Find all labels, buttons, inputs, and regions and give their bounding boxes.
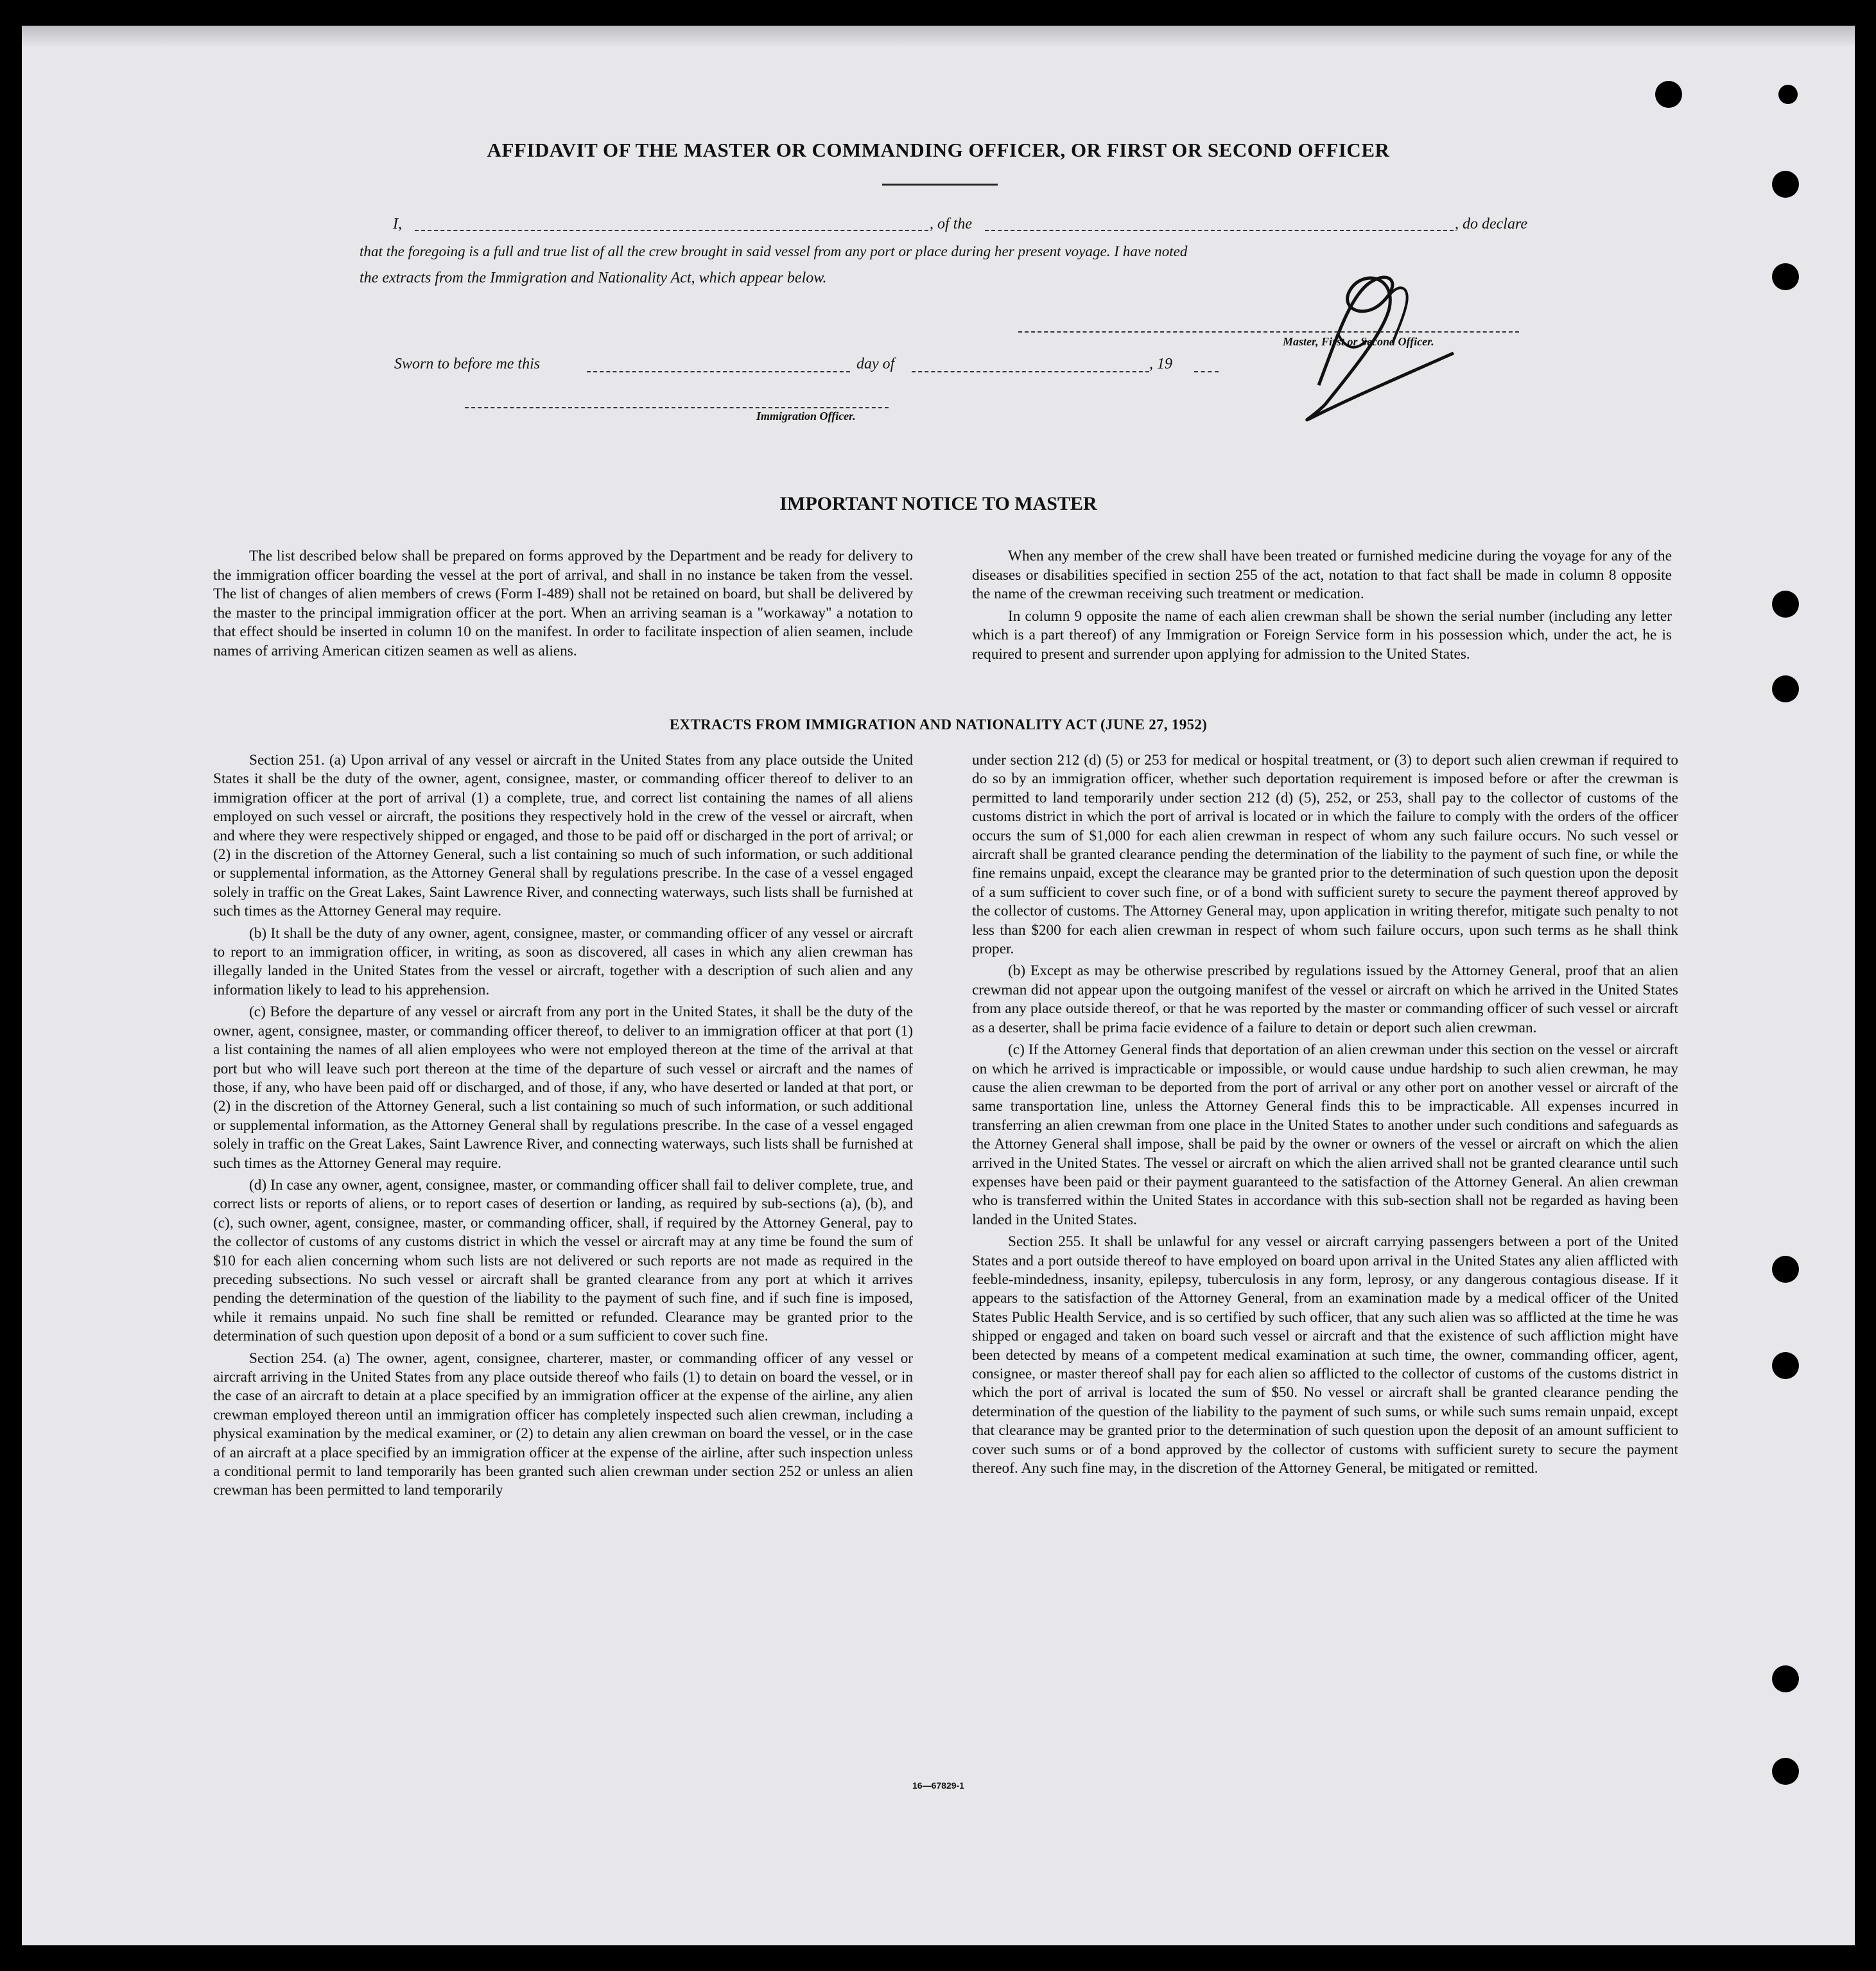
section-251-d: (d) In case any owner, agent, consignee, master, or commanding officer shall fail to deliver complete, true, and correct lists or reports of aliens, or to report cases of desertion or landing, as required by sub-sections (a), (b), and (c), such owner, agent, consignee, master, or commanding officer, shall, if required by the Attorney General, pay to the collector of customs of any customs district in which the vessel or aircraft may at any time be found the sum of $10 for each alien concerning whom such lists are not delivered or such reports are not made as required in the preceding subsections. No such vessel or aircraft shall be granted clearance from any port at which it arrives pending the determination of the question of the liability to the payment of such fine, and if such fine is imposed, while it remains unpaid. No such fine shall be remitted or refunded. Clearance may be granted prior to the determination of such question upon deposit of a bond or a sum sufficient to cover such fine.: [213, 1176, 913, 1345]
declarant-name-field[interactable]: [415, 230, 928, 231]
section-251-c: (c) Before the departure of any vessel or aircraft from any port in the United States, it shall be the duty of the owner, agent, consignee, master, or commanding officer thereof, to deliver to an immigration officer at that port (1) a list containing the names of all alien employees who were not employed thereon at the time of the arrival at that port but who will leave such port thereon at the time of the departure of such vessel or aircraft and the names of those, if any, who have been paid off or discharged, and of those, if any, who have deserted or landed at that port, or (2) in the discretion of the Attorney General, such a list containing so much of such information, or such additional or supplemental information, as the Attorney General shall by regulations prescribe. In the case of a vessel engaged solely in traffic on the Great Lakes, Saint Lawrence River, and connecting waterways, such lists shall be furnished at such times as the Attorney General may require.: [213, 1003, 913, 1172]
master-caption: Master, First or Second Officer.: [1283, 335, 1434, 348]
extracts-right-column: [972, 751, 1678, 1481]
affidavit-statement-line2: the extracts from the Immigration and Nationality Act, which appear below.: [360, 270, 827, 286]
binder-hole-icon: [1772, 675, 1799, 702]
section-254-a: Section 254. (a) The owner, agent, consignee, charterer, master, or commanding officer of any vessel or aircraft arriving in the United States from any place outside thereof who fails (1) to detain on board the vessel, or in the case of an aircraft to detain at a place specified by an immigration officer at the expense of the airline, any alien crewman employed thereon until an immigration officer has completely inspected such alien crewman, including a physical examination by the medical examiner, or (2) to detain any alien crewman on board the vessel, or in the case of an aircraft at a place specified by an immigration officer at the expense of the airline, after such inspection unless a conditional permit to land temporarily has been granted such alien crewman under section 252 or unless an alien crewman has been permitted to land temporarily: [213, 1350, 913, 1499]
declarant-label: I,: [393, 216, 402, 232]
binder-hole-icon: [1772, 1352, 1799, 1379]
declare-label: , do declare: [1455, 216, 1528, 232]
affidavit-title: AFFIDAVIT OF THE MASTER OR COMMANDING OFFICER, OR FIRST OR SECOND OFFICER: [487, 139, 1390, 161]
title-underline: [882, 184, 998, 186]
vessel-label: , of the: [930, 216, 972, 232]
section-255: Section 255. It shall be unlawful for any vessel or aircraft carrying passengers between a port of the United States and a port outside thereof to have employed on board upon arrival in the United States any alien afflicted with feeble-mindedness, insanity, epilepsy, tuberculosis in any form, leprosy, or any dangerous contagious disease. If it appears to the satisfaction of the Attorney General, from an examination made by a medical officer of the United States Public Health Service, and is so certified by such officer, that any such alien was so afflicted at the time he was shipped or engaged and taken on board such vessel or aircraft and that the existence of such affliction might have been detected by means of a competent medical examination at such time, the owner, commanding officer, agent, consignee, or master thereof shall pay for each alien so afflicted to the collector of customs of the customs district in which the port of arrival is located the sum of $50. No vessel or aircraft shall be granted clearance pending the determination of the question of the liability to the payment of such sums, or while such sums remain unpaid, except that clearance may be granted prior to the determination of such question upon the deposit of an amount sufficient to cover such sums or of a bond approved by the collector of customs with sufficient surety to secure the payment thereof. Any such fine may, in the discretion of the Attorney General, be mitigated or remitted.: [972, 1233, 1678, 1477]
year-label: , 19: [1149, 356, 1172, 372]
binder-hole-icon: [1772, 591, 1799, 618]
sworn-month-field[interactable]: [912, 371, 1149, 372]
binder-hole-icon: [1772, 1665, 1799, 1692]
notice-right-paragraph-1: When any member of the crew shall have been treated or furnished medicine during the voyage for any of the diseases or disabilities specified in section 255 of the act, notation to that fact shall be made in column 8 opposite the name of the crewman receiving such treatment or medication.: [972, 548, 1672, 603]
section-251-a: Section 251. (a) Upon arrival of any vessel or aircraft in the United States from any place outside the United States it shall be the duty of the owner, agent, consignee, master, or commanding officer thereof to deliver to an immigration officer at the port of arrival (1) a complete, true, and correct list containing the names of all aliens employed on such vessel or aircraft, the positions they respectively hold in the crew of the vessel or aircraft, when and where they were respectively shipped or engaged, and those to be paid off or discharged in the port of arrival; or (2) in the discretion of the Attorney General, such a list containing so much of such information, or such additional or supplemental information, as the Attorney General shall by regulations prescribe. In the case of a vessel engaged solely in traffic on the Great Lakes, Saint Lawrence River, and connecting waterways, such lists shall be furnished at such times as the Attorney General may require.: [213, 752, 913, 920]
document-page: [22, 26, 1855, 1945]
binder-hole-icon: [1655, 81, 1682, 108]
binder-hole-icon: [1772, 1256, 1799, 1283]
binder-hole-icon: [1772, 263, 1799, 290]
notice-title: IMPORTANT NOTICE TO MASTER: [779, 493, 1097, 514]
binder-hole-icon: [1772, 171, 1799, 198]
notice-left-paragraph: The list described below shall be prepared on forms approved by the Department and be ready for delivery to the immigration officer boarding the vessel at the port of arrival, and shall in no instance be taken from the vessel. The list of changes of alien members of crews (Form I-489) shall not be retained on board, but shall be delivered by the master to the principal immigration officer at the port. When an arriving seaman is a "workaway" a notation to that effect should be inserted in column 10 on the manifest. In order to facilitate inspection of alien seamen, include names of arriving American citizen seamen as well as aliens.: [213, 548, 913, 659]
master-signature-line[interactable]: [1018, 331, 1519, 333]
notice-right-column: [972, 547, 1672, 668]
day-of-label: day of: [856, 356, 895, 372]
section-251-b: (b) It shall be the duty of any owner, agent, consignee, master, or commanding officer of any vessel or aircraft to report to an immigration officer, in writing, as soon as discovered, all cases in which any alien crewman has illegally landed in the United States from the vessel or aircraft, together with a description of such alien and any information likely to lead to his apprehension.: [213, 925, 913, 998]
section-254-c: (c) If the Attorney General finds that deportation of an alien crewman under this section on the vessel or aircraft on which he arrived is impracticable or impossible, or would cause undue hardship to such alien crewman, he may cause the alien crewman to be deported from the port of arrival or any other port on another vessel or aircraft of the same transportation line, unless the Attorney General finds this to be impracticable. All expenses incurred in transferring an alien crewman from one place in the United States to another under such conditions and safeguards as the Attorney General shall impose, shall be paid by the owner or owners of the vessel or aircraft on which the alien arrived in the United States. The vessel or aircraft on which the alien arrived shall not be granted clearance until such expenses have been paid or their payment guaranteed to the satisfaction of the Attorney General. An alien crewman who is transferred within the United States in accordance with this sub-section shall not be regarded as having been landed in the United States.: [972, 1041, 1678, 1228]
sworn-year-field[interactable]: [1194, 371, 1219, 372]
sworn-label: Sworn to before me this: [394, 356, 541, 372]
sworn-day-field[interactable]: [587, 371, 850, 372]
affidavit-statement-line1: that the foregoing is a full and true list of all the crew brought in said vessel from any port or place during her present voyage. I have noted: [360, 243, 1188, 259]
notice-left-column: [213, 547, 913, 664]
vessel-name-field[interactable]: [985, 230, 1454, 231]
extracts-left-column: [213, 751, 913, 1504]
scan-edge-shadow: [22, 26, 1855, 48]
binder-hole-icon: [1778, 85, 1798, 104]
extracts-title: EXTRACTS FROM IMMIGRATION AND NATIONALITY ACT (JUNE 27, 1952): [669, 716, 1208, 733]
form-number: 16—67829-1: [912, 1780, 964, 1791]
notice-right-paragraph-2: In column 9 opposite the name of each alien crewman shall be shown the serial number (including any letter which is a part thereof) of any Immigration or Foreign Service form in his possession which, under the act, he is required to present and surrender upon applying for admission to the United States.: [972, 607, 1672, 663]
officer-caption: Immigration Officer.: [756, 410, 856, 422]
officer-signature-line[interactable]: [465, 407, 889, 408]
section-254-b: (b) Except as may be otherwise prescribed by regulations issued by the Attorney General, proof that an alien crewman did not appear upon the outgoing manifest of the vessel or aircraft on which he arrived in the United States from any place outside thereof, or that he was reported by the master or commanding officer of such vessel or aircraft as a deserter, shall be prima facie evidence of a failure to detain or deport such alien crewman.: [972, 962, 1678, 1036]
section-254-a-continued: under section 212 (d) (5) or 253 for medical or hospital treatment, or (3) to deport such alien crewman if required to do so by an immigration officer, whether such deportation requirement is imposed before or after the crewman is permitted to land temporarily under section 212 (d) (5), 252, or 253, shall pay to the collector of customs of the customs district in which the port of arrival is located or in which the failure to comply with the orders of the officer occurs the sum of $1,000 for each alien crewman in respect of whom any such failure occurs. No such vessel or aircraft shall be granted clearance pending the determination of the liability to the payment of such fine, or while the fine remains unpaid, except the clearance may be granted prior to the determination of such question upon the deposit of a sum sufficient to cover such fine, or of a bond with sufficient surety to secure the payment thereof approved by the collector of customs. The Attorney General may, upon application in writing therefor, mitigate such penalty to not less than $200 for each alien crewman in respect of whom such failure occurs, upon such terms as he shall think proper.: [972, 752, 1678, 958]
